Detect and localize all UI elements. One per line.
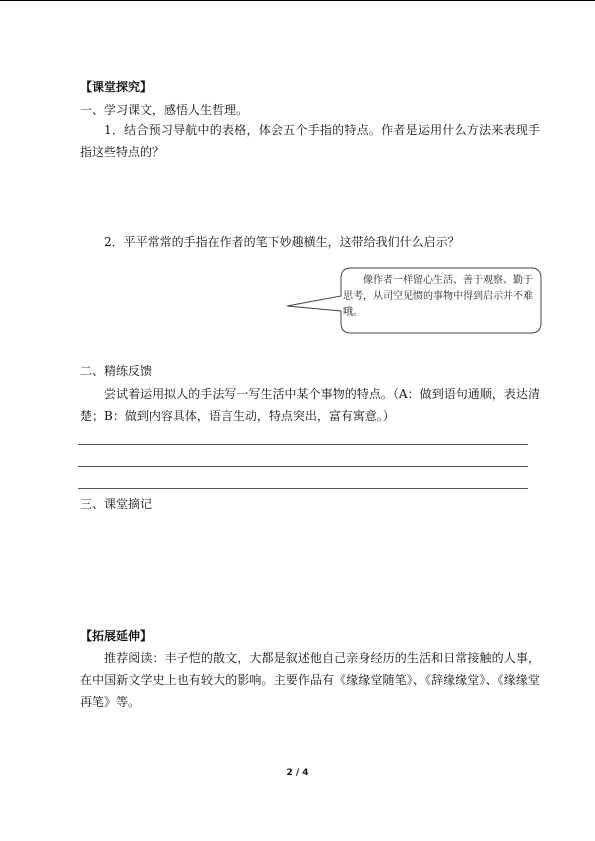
extension-text: 推荐阅读：丰子恺的散文，大都是叙述他自己亲身经历的生活和日常接触的人事，在中国新文学史上也有较大的影响。主要作品有《缘缘堂随笔》、《辞缘缘堂》、《缘缘堂再笔》等。: [80, 651, 540, 709]
answer-line-1: [78, 444, 528, 445]
classroom-heading: 【课堂探究】: [80, 80, 153, 94]
top-border-line: [0, 0, 595, 1]
part2-title: 二、精练反馈: [80, 364, 153, 378]
part3-title: 三、课堂摘记: [80, 497, 153, 511]
part2-text: 尝试着运用拟人的手法写一写生活中某个事物的特点。（A：做到语句通顺，表达清楚；B：做到内容具体，语言生动，特点突出，富有寓意。）: [80, 387, 540, 423]
callout-text: 像作者一样留心生活、善于观察、勤于思考，从司空见惯的事物中得到启示并不难哦。: [343, 275, 533, 318]
part1-title: 一、学习课文，感悟人生哲理。: [80, 103, 249, 117]
question-2: 2．平平常常的手指在作者的笔下妙趣横生，这带给我们什么启示？: [104, 235, 460, 249]
question-1: 1．结合预习导航中的表格，体会五个手指的特点。作者是运用什么方法来表现手指这些特点的？: [80, 123, 540, 159]
page-number: 2 / 4: [286, 768, 309, 778]
extension-heading: 【拓展延伸】: [80, 629, 153, 643]
answer-line-2: [78, 466, 528, 467]
answer-line-3: [78, 488, 528, 489]
